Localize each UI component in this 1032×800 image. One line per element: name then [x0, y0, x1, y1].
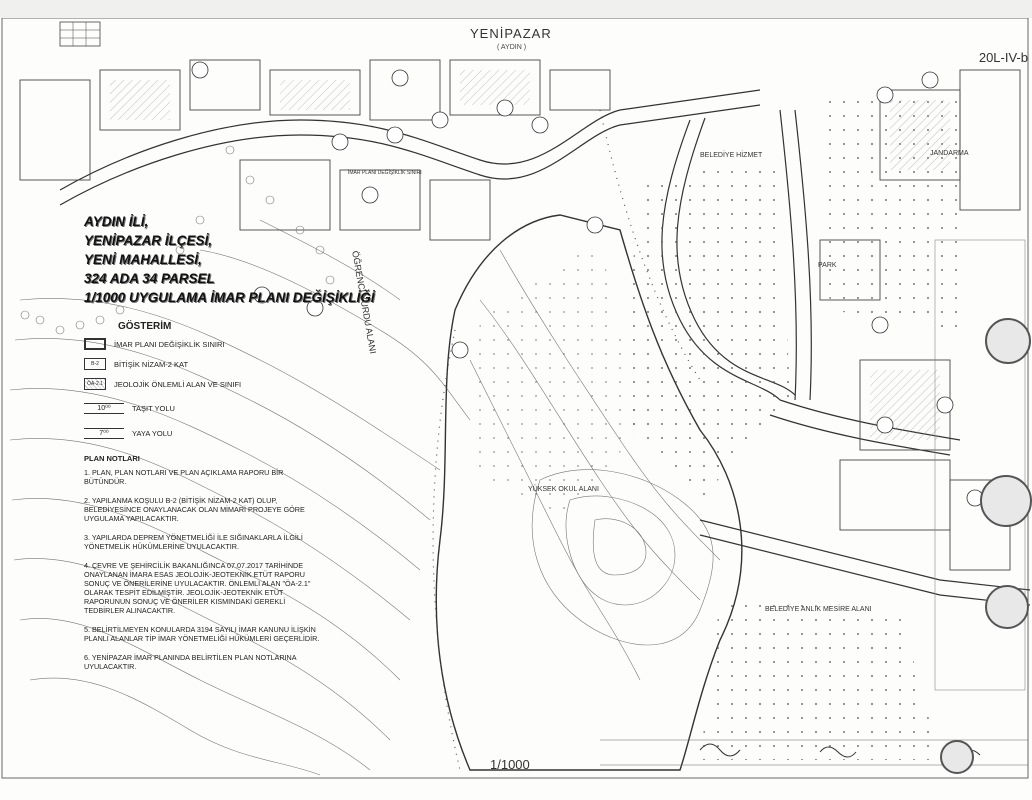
vehicle-road-symbol-icon: 10⁰⁰ [84, 403, 124, 414]
plan-title-line: AYDIN İLİ, [84, 214, 149, 229]
legend-item-pedestrian-road [84, 428, 172, 439]
boundary-symbol-icon [84, 338, 106, 350]
plan-note: 5. BELİRTİLMEYEN KONULARDA 3194 SAYILI İMAR KANUNU İLİŞKİN PLANLI ALANLAR TİP İMAR YÖNETMELİĞİ HÜKÜMLERİ GEÇERLİDİR. [84, 625, 320, 643]
label-jandarma: JANDARMA [930, 150, 969, 157]
seal-stamp-4 [940, 740, 974, 774]
seal-stamp-1 [985, 318, 1031, 364]
label-park: PARK [818, 262, 837, 269]
sheet-code: 20L-IV-b [978, 50, 1028, 65]
plan-title-line: YENİ MAHALLESİ, [84, 252, 202, 267]
legend-title: GÖSTERİM [118, 321, 172, 332]
plan-notes [84, 468, 324, 681]
geologic-symbol-icon: ÖA-2.1 [84, 378, 106, 390]
plan-title-line: 1/1000 UYGULAMA İMAR PLANI DEĞİŞİKLİĞİ [84, 290, 375, 305]
legend-item-label: TAŞIT YOLU [132, 404, 175, 413]
plan-title-line: 324 ADA 34 PARSEL [84, 271, 215, 286]
plan-note: 1. PLAN, PLAN NOTLARI VE PLAN AÇIKLAMA RAPORU BİR BÜTÜNDÜR. [84, 468, 284, 486]
plan-note: 3. YAPILARDA DEPREM YÖNETMELİĞİ İLE SIĞINAKLARLA İLGİLİ YÖNETMELİK HÜKÜMLERİNE UYULACAKTIR. [84, 533, 303, 551]
plan-notes-title: PLAN NOTLARI [84, 454, 140, 463]
seal-stamp-3 [985, 585, 1029, 629]
map-top-subtitle: ( AYDIN ) [497, 44, 527, 51]
legend-item-boundary [84, 338, 224, 350]
label-yuksek-okul: YÜKSEK OKUL ALANI [528, 486, 599, 493]
plan-title [84, 212, 375, 307]
legend-item-label: JEOLOJİK ÖNLEMLİ ALAN VE SINIFI [114, 379, 242, 389]
plan-note: 4. ÇEVRE VE ŞEHİRCİLİK BAKANLIĞINCA 07.07.2017 TARİHİNDE ONAYLANAN İMARA ESAS JEOLOJİK-JEOTEKNİK ETÜT RAPORU SONUÇ VE ÖNERİLERİNE UYULACAKTIR. ÖNLEMLİ ALAN "ÖA-2.1" OLARAK TESPİT EDİLMİŞTİR. JEOLOJİK-JEOTEKNİK ETÜT RAPORUNUN SONUÇ VE ÖNERİLER KISMINDAKİ GEREKLİ TEDBİRLER ALINACAKTIR. [84, 561, 311, 615]
plan-note: 6. YENİPAZAR İMAR PLANINDA BELİRTİLEN PLAN NOTLARINA UYULACAKTIR. [84, 653, 297, 671]
legend-item-geologic [84, 378, 241, 390]
label-ogrenci-yurdu: ÖĞRENCİ YURDU ALANI [350, 250, 379, 355]
b2-symbol-icon: B-2 [84, 358, 106, 370]
seal-stamp-2 [980, 475, 1032, 527]
pedestrian-road-symbol-icon: 7⁰⁰ [84, 428, 124, 439]
map-top-title: YENİPAZAR [470, 26, 552, 41]
legend-item-b2 [84, 358, 188, 370]
label-imar-sinir: İMAR PLANI DEĞİŞİKLİK SINIRI [348, 170, 422, 176]
label-belediye-anlik: BELEDİYE ANLIK MESİRE ALANI [765, 606, 872, 613]
legend-item-vehicle-road [84, 403, 175, 414]
legend-item-label: BİTİŞİK NİZAM-2 KAT [114, 359, 189, 369]
label-belediye-hizmet: BELEDİYE HİZMET [700, 152, 763, 159]
map-scale: 1/1000 [490, 757, 530, 772]
plan-note: 2. YAPILANMA KOŞULU B-2 (BİTİŞİK NİZAM-2 KAT) OLUP, BELEDİYESİNCE ONAYLANACAK OLAN MİMARİ PROJEYE GÖRE UYGULAMA YAPILACAKTIR. [84, 496, 305, 523]
legend-item-label: İMAR PLANI DEĞİŞİKLİK SINIRI [114, 339, 225, 349]
legend-item-label: YAYA YOLU [132, 429, 173, 438]
plan-title-line: YENİPAZAR İLÇESİ, [84, 233, 213, 248]
